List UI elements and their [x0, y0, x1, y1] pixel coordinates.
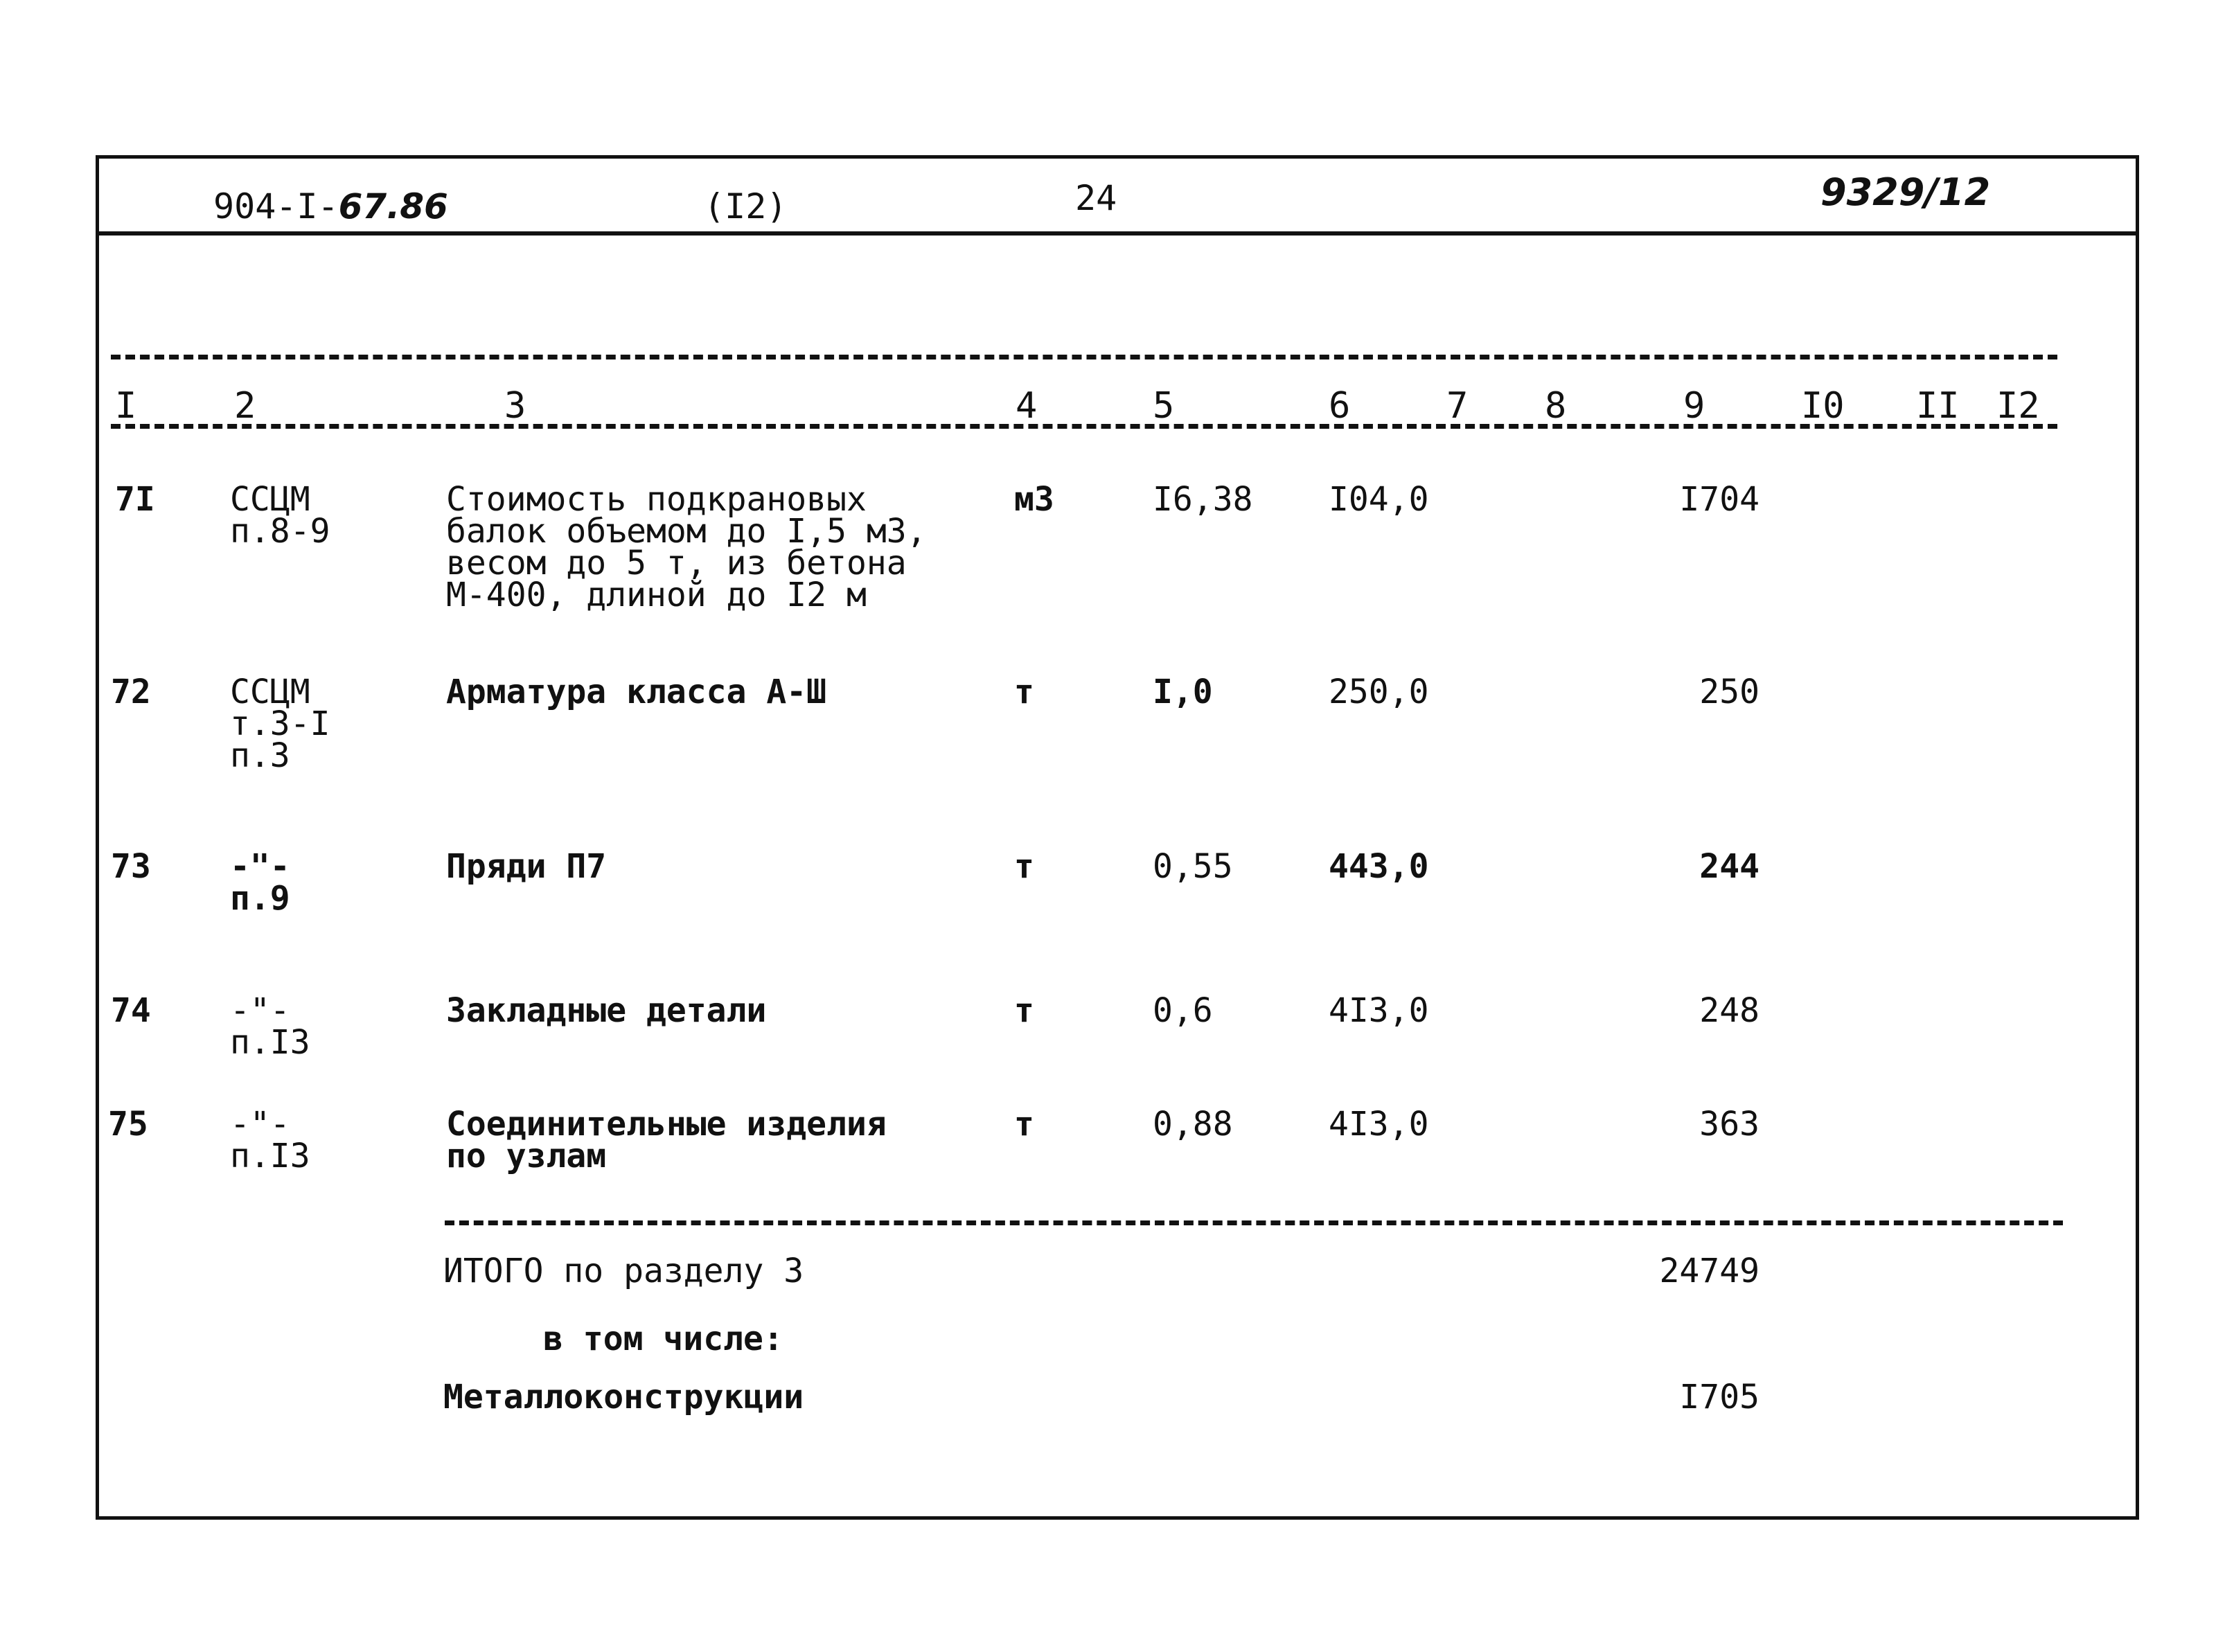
column-number-3: 3: [504, 385, 526, 427]
column-number-5: 5: [1153, 385, 1175, 427]
row-unit: м3: [1014, 480, 1054, 519]
row-total: 244: [1699, 847, 1759, 886]
row-number: 72: [111, 673, 151, 711]
row-unit: т: [1014, 673, 1034, 711]
row-name: Пряди П7: [446, 847, 607, 886]
row-number: 74: [111, 991, 151, 1030]
row-unit-price: 4I3,0: [1329, 1105, 1429, 1144]
row-quantity: 0,6: [1153, 991, 1213, 1030]
header-divider: [96, 231, 2139, 236]
column-number-4: 4: [1016, 385, 1038, 427]
table-top-rule: [111, 355, 2057, 359]
row-total: 363: [1699, 1105, 1759, 1144]
column-number-8: 8: [1545, 385, 1567, 427]
row-basis: -"- п.I3: [230, 991, 310, 1062]
column-number-1: I: [115, 385, 137, 427]
metal-structures-label: Металлоконструкции: [443, 1378, 804, 1416]
section-total-label: ИТОГО по разделу 3: [443, 1252, 804, 1290]
row-basis: -"- п.9: [230, 847, 290, 918]
document-frame: [96, 155, 2139, 1520]
document-code-prefix: 904-I-: [213, 186, 339, 227]
row-name: Закладные детали: [446, 991, 767, 1030]
summary-rule: [445, 1220, 2063, 1225]
row-unit-price: 250,0: [1329, 673, 1429, 711]
row-number: 75: [108, 1105, 148, 1144]
column-header-rule: [111, 424, 2057, 429]
document-code: [213, 186, 448, 227]
row-quantity: I,0: [1153, 673, 1213, 711]
section-total-value: 24749: [1659, 1252, 1759, 1290]
archive-number: 9329/12: [1820, 170, 1991, 214]
row-total: 250: [1699, 673, 1759, 711]
row-number: 7I: [115, 480, 155, 519]
column-number-7: 7: [1446, 385, 1469, 427]
column-number-2: 2: [234, 385, 256, 427]
column-number-11: II: [1916, 385, 1960, 427]
including-label: в том числе:: [543, 1320, 783, 1358]
document-code-handwritten: 67.86: [338, 186, 448, 227]
row-name: Арматура класса А-Ш: [446, 673, 827, 711]
row-name: Соединительные изделия по узлам: [446, 1105, 887, 1175]
row-basis: ССЦМ п.8-9: [230, 480, 330, 551]
row-quantity: 0,88: [1153, 1105, 1233, 1144]
row-unit: т: [1014, 1105, 1034, 1144]
row-basis: ССЦМ т.3-I п.3: [230, 673, 330, 775]
row-unit: т: [1014, 991, 1034, 1030]
row-unit-price: 4I3,0: [1329, 991, 1429, 1030]
row-total: I704: [1679, 480, 1759, 519]
row-unit-price: I04,0: [1329, 480, 1429, 519]
metal-structures-value: I705: [1679, 1378, 1759, 1416]
page-number: 24: [1075, 178, 1117, 218]
row-unit: т: [1014, 847, 1034, 886]
row-total: 248: [1699, 991, 1759, 1030]
column-number-6: 6: [1329, 385, 1351, 427]
row-name: Стоимость подкрановых балок объемом до I,5 м3, весом до 5 т, из бетона М-400, длиной до I2 м: [446, 480, 927, 614]
row-quantity: I6,38: [1153, 480, 1253, 519]
column-number-9: 9: [1683, 385, 1705, 427]
row-unit-price: 443,0: [1329, 847, 1429, 886]
row-quantity: 0,55: [1153, 847, 1233, 886]
column-number-12: I2: [1996, 385, 2040, 427]
column-number-10: I0: [1801, 385, 1845, 427]
section-number: (I2): [704, 186, 788, 227]
row-number: 73: [111, 847, 151, 886]
row-basis: -"- п.I3: [230, 1105, 310, 1175]
